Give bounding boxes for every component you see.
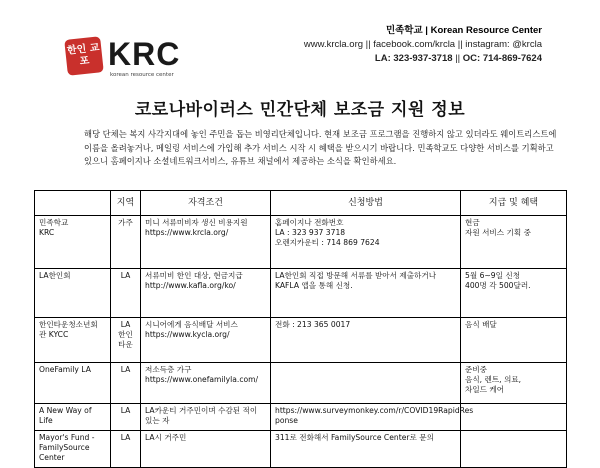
header-cell-method: 신청방법 — [271, 191, 461, 216]
method-cell: LA한인회 직접 방문해 서류를 받아서 제출하거나 KAFLA 앱을 통해 신청. — [271, 269, 461, 318]
links-line: www.krcla.org || facebook.com/krcla || instagram: @krcla — [303, 39, 542, 50]
method-cell — [271, 363, 461, 404]
header-cell-eligibility: 자격조건 — [141, 191, 271, 216]
org-cell: LA한인회 — [35, 269, 111, 318]
seal-logo: 한인 교포 — [64, 36, 104, 76]
table-row — [35, 431, 567, 468]
region-cell: LA — [111, 404, 141, 431]
region-cell: LA — [111, 269, 141, 318]
method-cell: https://www.surveymonkey.com/r/COVID19RapidRes ponse — [271, 404, 461, 431]
phone-oc: 714-869-7624 — [482, 53, 542, 64]
org-cell: OneFamily LA — [35, 363, 111, 404]
phone-la: 323-937-3718 — [393, 53, 453, 64]
grant-info-table — [34, 190, 567, 468]
krc-logo — [60, 36, 190, 84]
phone-oc-label: OC: — [462, 53, 481, 64]
logo-text: KRC — [108, 36, 181, 72]
table-row — [35, 216, 567, 269]
phone-la-label: LA: — [374, 53, 391, 64]
logo-subtitle: korean resource center — [110, 72, 174, 78]
table-row — [35, 318, 567, 363]
eligibility-cell: LA시 거주민 — [141, 431, 271, 468]
intro-paragraph: 해당 단체는 복지 사각지대에 놓인 주민을 돕는 비영리단체입니다. 현재 보조금 프로그램을 진행하지 않고 있더라도 웨이트리스트에 이름을 올려놓거나, 메일링 서비스에 가입해 추가 서비스 시작 시 혜택을 받으시기 바랍니다. 민족학교도 다양한 서비스를 기획하고 있으니 홈페이지나 소셜네트워크서비스, 유튜브 채널에서 제공하는 소식을 확인하세요. — [84, 129, 557, 166]
phone-line — [304, 53, 542, 64]
org-line: 민족학교 | Korean Resource Center — [385, 25, 542, 36]
header-cell-blank — [35, 191, 111, 216]
eligibility-cell: 저소득층 가구 https://www.onefamilyla.com/ — [141, 363, 271, 404]
eligibility-cell: 시니어에게 음식배달 서비스 https://www.kycla.org/ — [141, 318, 271, 363]
benefit-cell: 현금 자원 서비스 기획 중 — [461, 216, 567, 269]
benefit-cell: 음식 배달 — [461, 318, 567, 363]
org-cell: Mayor's Fund - FamilySource Center — [35, 431, 111, 468]
table-row — [35, 269, 567, 318]
table-row — [35, 363, 567, 404]
org-cell: 민족학교 KRC — [35, 216, 111, 269]
method-cell: 311로 전화해서 FamilySource Center로 문의 — [271, 431, 461, 468]
region-cell: LA — [111, 363, 141, 404]
contact-block — [304, 22, 542, 64]
region-cell: LA — [111, 431, 141, 468]
header-cell-benefit: 지급 및 혜택 — [461, 191, 567, 216]
header-cell-region: 지역 — [111, 191, 141, 216]
page-title: 코로나바이러스 민간단체 보조금 지원 정보 — [134, 100, 466, 120]
eligibility-cell: 서류미비 한인 대상, 현금지급 http://www.kafla.org/ko/ — [141, 269, 271, 318]
phone-separator: || — [455, 53, 461, 64]
table-row — [35, 404, 567, 431]
eligibility-cell: 미니 서류미비자 생신 비용지원 https://www.krcla.org/ — [141, 216, 271, 269]
table-header-row — [35, 191, 567, 216]
method-cell: 전화 : 213 365 0017 — [271, 318, 461, 363]
eligibility-cell: LA카운티 거주민이며 수감된 적이 있는 자 — [141, 404, 271, 431]
method-cell: 홈페이지나 전화번호 LA : 323 937 3718 오렌지카운티 : 714 869 7624 — [271, 216, 461, 269]
region-cell: LA 한인타운 — [111, 318, 141, 363]
benefit-cell: 준비중 음식, 렌트, 의료, 차일드 케어 — [461, 363, 567, 404]
benefit-cell: 5월 6~9일 신청 400명 각 500달러. — [461, 269, 567, 318]
benefit-cell — [461, 431, 567, 468]
org-cell: A New Way of Life — [35, 404, 111, 431]
benefit-cell — [461, 404, 567, 431]
org-cell: 한인타운청소년회 관 KYCC — [35, 318, 111, 363]
region-cell: 가주 — [111, 216, 141, 269]
